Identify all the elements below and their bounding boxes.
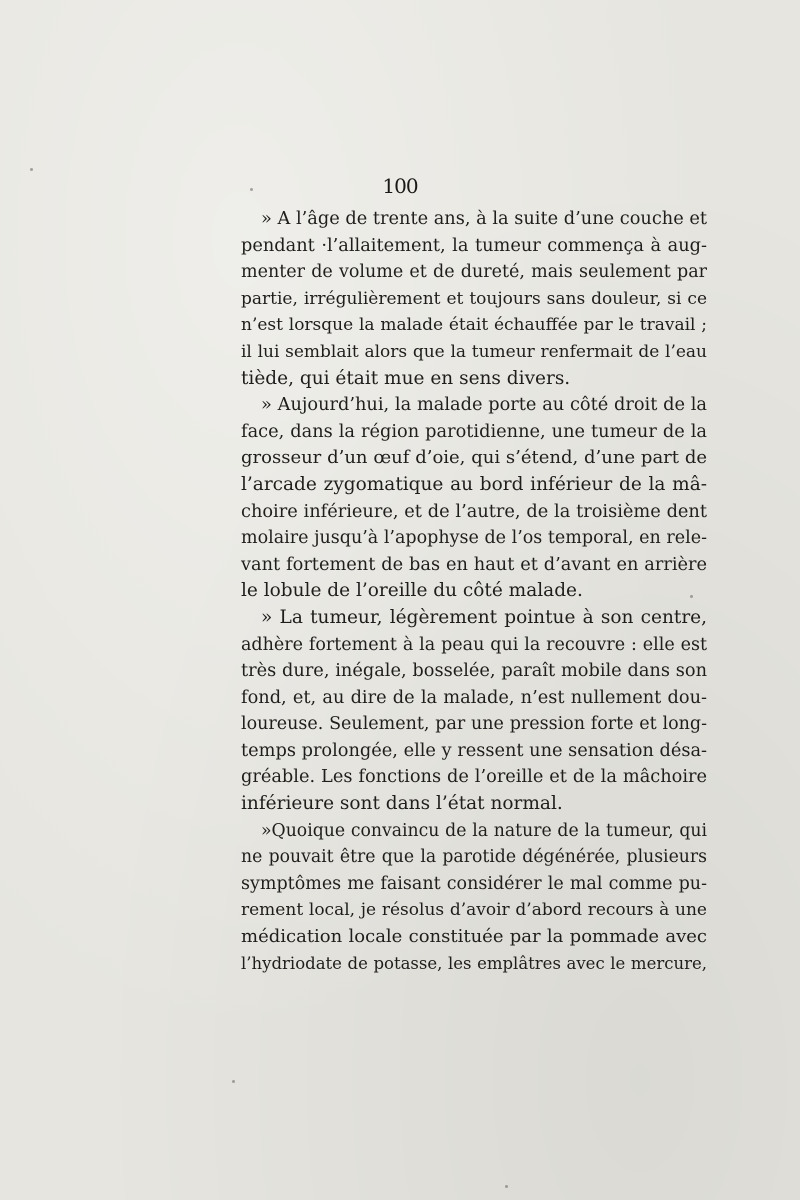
text-line: » A l’âge de trente ans, à la suite d’une couche et <box>261 209 707 229</box>
text-line: »Quoique convaincu de la nature de la tumeur, qui <box>261 820 707 841</box>
text-line: inférieure sont dans l’état normal. <box>241 793 563 815</box>
text-line: l’hydriodate de potasse, les emplâtres avec le mercure, <box>241 953 707 973</box>
text-line: médication locale constituée par la pommade avec <box>241 926 707 948</box>
text-line: temps prolongée, elle y ressent une sensation désa- <box>241 740 708 761</box>
text-line: » Aujourd’hui, la malade porte au côté droit de la <box>261 395 707 416</box>
text-line: pendant ·l’allaitement, la tumeur commença à aug- <box>241 235 707 256</box>
text-line: fond, et, au dire de la malade, n’est nullement dou- <box>241 687 707 708</box>
text-line: loureuse. Seulement, par une pression forte et long- <box>241 714 707 735</box>
text-line: l’arcade zygomatique au bord inférieur de la mâ- <box>241 473 707 495</box>
text-line: partie, irrégulièrement et toujours sans douleur, si ce <box>241 288 707 309</box>
text-line: très dure, inégale, bosselée, paraît mobile dans son <box>241 661 707 682</box>
page-number: 100 <box>382 174 418 198</box>
text-line: ne pouvait être que la parotide dégénérée, plusieurs <box>241 847 707 868</box>
paper-speck <box>505 1185 508 1188</box>
paper-speck <box>232 1080 235 1083</box>
paper-speck <box>30 168 33 171</box>
text-line: tiède, qui était mue en sens divers. <box>241 367 571 389</box>
text-line: menter de volume et de dureté, mais seulement par <box>241 262 707 283</box>
text-line: grosseur d’un œuf d’oie, qui s’étend, d’une part de <box>241 447 707 469</box>
text-line: n’est lorsque la malade était échauffée par le travail ; <box>241 315 707 336</box>
text-line: vant fortement de bas en haut et d’avant en arrière <box>241 554 707 575</box>
text-line: face, dans la région parotidienne, une tumeur de la <box>241 421 707 442</box>
text-line: le lobule de l’oreille du côté malade. <box>241 580 583 602</box>
text-line: symptômes me faisant considérer le mal comme pu- <box>241 873 707 894</box>
text-line: choire inférieure, et de l’autre, de la troisième dent <box>241 501 707 522</box>
text-line: il lui semblait alors que la tumeur renfermait de l’eau <box>241 341 707 362</box>
text-line: adhère fortement à la peau qui la recouvre : elle est <box>241 634 707 655</box>
text-line: rement local, je résolus d’avoir d’abord recours à une <box>241 900 707 921</box>
text-line: molaire jusqu’à l’apophyse de l’os temporal, en rele- <box>241 528 707 549</box>
text-line: » La tumeur, légèrement pointue à son centre, <box>261 606 707 628</box>
body-text <box>241 206 707 977</box>
text-line: gréable. Les fonctions de l’oreille et de la mâchoire <box>241 767 707 788</box>
